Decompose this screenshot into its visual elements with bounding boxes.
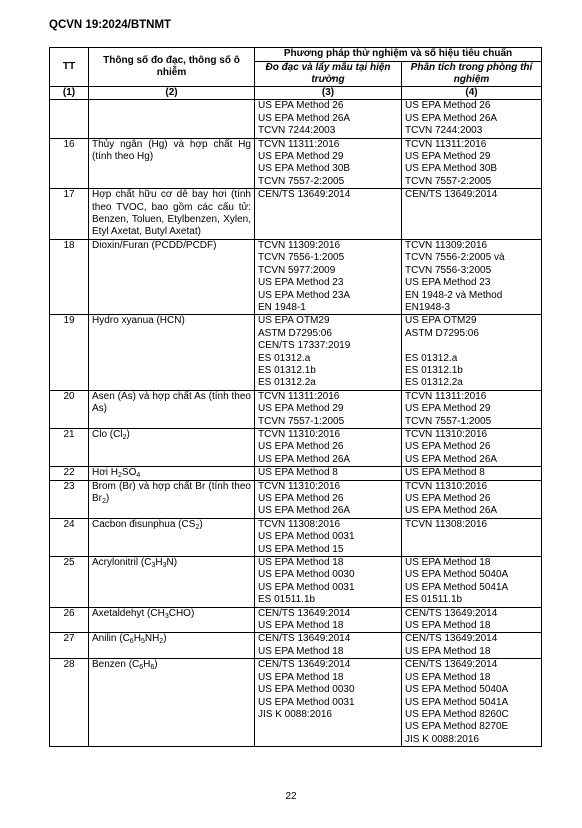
row-tt: 23 xyxy=(50,480,89,518)
row-lab-method: US EPA Method 18 US EPA Method 5040A US EPA Method 5041A ES 01511.1b xyxy=(402,557,542,608)
row-field-method: TCVN 11309:2016 TCVN 7556-1:2005 TCVN 5977:2009 US EPA Method 23 US EPA Method 23A EN 1948-1 xyxy=(255,239,402,314)
row-tt: 24 xyxy=(50,518,89,556)
row-field-method: CEN/TS 13649:2014 US EPA Method 18 xyxy=(255,633,402,659)
row-parameter: Brom (Br) và hợp chất Br (tính theo $Br_2$) xyxy=(89,480,255,518)
row-field-method: CEN/TS 13649:2014 xyxy=(255,189,402,240)
row-parameter: Cacbon đisunphua $(CS_2)$ xyxy=(89,518,255,556)
row-parameter: Hơi $H_2SO_4$ xyxy=(89,467,255,480)
row-lab-method: US EPA Method 26 US EPA Method 26A TCVN 7244:2003 xyxy=(402,100,542,138)
row-lab-method: TCVN 11310:2016 US EPA Method 26 US EPA Method 26A xyxy=(402,480,542,518)
row-parameter: Asen (As) và hợp chất As (tính theo As) xyxy=(89,390,255,428)
row-tt: 18 xyxy=(50,239,89,314)
row-field-method: US EPA Method 26 US EPA Method 26A TCVN 7244:2003 xyxy=(255,100,402,138)
row-field-method: TCVN 11310:2016 US EPA Method 26 US EPA Method 26A xyxy=(255,480,402,518)
table-row xyxy=(50,557,542,608)
row-field-method: US EPA OTM29 ASTM D7295:06 CEN/TS 17337:2019 ES 01312.a ES 01312.1b ES 01312.2a xyxy=(255,315,402,390)
row-tt xyxy=(50,100,89,138)
column-number: (3) xyxy=(255,87,402,100)
header-parameter: Thông số đo đạc, thông số ô nhiễm xyxy=(89,48,255,87)
table-row xyxy=(50,239,542,314)
row-lab-method: US EPA Method 8 xyxy=(402,467,542,480)
row-parameter: Hydro xyanua (HCN) xyxy=(89,315,255,390)
row-tt: 17 xyxy=(50,189,89,240)
column-number: (1) xyxy=(50,87,89,100)
row-lab-method: CEN/TS 13649:2014 US EPA Method 18 xyxy=(402,607,542,633)
table-row xyxy=(50,138,542,189)
table-row xyxy=(50,659,542,747)
row-parameter: Axetaldehyt $(CH_3CHO)$ xyxy=(89,607,255,633)
document-code: QCVN 19:2024/BTNMT xyxy=(49,19,172,31)
table-row xyxy=(50,315,542,390)
row-lab-method: TCVN 11308:2016 xyxy=(402,518,542,556)
row-field-method: US EPA Method 8 xyxy=(255,467,402,480)
row-parameter: Thủy ngân (Hg) và hợp chất Hg (tính theo Hg) xyxy=(89,138,255,189)
row-lab-method: TCVN 11310:2016 US EPA Method 26 US EPA Method 26A xyxy=(402,428,542,466)
row-lab-method: TCVN 11309:2016 TCVN 7556-2:2005 và TCVN 7556-3:2005 US EPA Method 23 EN 1948-2 và Method EN1948-3 xyxy=(402,239,542,314)
row-tt: 19 xyxy=(50,315,89,390)
row-parameter: Benzen $(C_6H_6)$ xyxy=(89,659,255,747)
row-tt: 21 xyxy=(50,428,89,466)
table-row xyxy=(50,189,542,240)
header-method-group: Phương pháp thử nghiệm và số hiệu tiêu chuẩn xyxy=(255,48,542,62)
row-field-method: TCVN 11311:2016 US EPA Method 29 US EPA Method 30B TCVN 7557-2:2005 xyxy=(255,138,402,189)
row-tt: 25 xyxy=(50,557,89,608)
row-parameter: Clo $(Cl_2)$ xyxy=(89,428,255,466)
table-row xyxy=(50,633,542,659)
row-tt: 22 xyxy=(50,467,89,480)
row-tt: 27 xyxy=(50,633,89,659)
row-tt: 26 xyxy=(50,607,89,633)
row-parameter: Acrylonitril $(C_3H_3N)$ xyxy=(89,557,255,608)
row-field-method: TCVN 11308:2016 US EPA Method 0031 US EPA Method 15 xyxy=(255,518,402,556)
header-field-method: Đo đạc và lấy mẫu tại hiện trường xyxy=(255,62,402,87)
row-parameter: Hợp chất hữu cơ dễ bay hơi (tính theo TVOC, bao gồm các cấu tử: Benzen, Toluen, Etylbenzen, Xylen, Etyl Axetat, Butyl Axetat) xyxy=(89,189,255,240)
row-field-method: TCVN 11311:2016 US EPA Method 29 TCVN 7557-1:2005 xyxy=(255,390,402,428)
row-tt: 16 xyxy=(50,138,89,189)
table-row xyxy=(50,428,542,466)
table-row xyxy=(50,100,542,138)
table-row xyxy=(50,480,542,518)
column-number: (2) xyxy=(89,87,255,100)
row-field-method: US EPA Method 18 US EPA Method 0030 US EPA Method 0031 ES 01511.1b xyxy=(255,557,402,608)
standards-table xyxy=(49,47,542,747)
row-lab-method: CEN/TS 13649:2014 xyxy=(402,189,542,240)
row-field-method: TCVN 11310:2016 US EPA Method 26 US EPA Method 26A xyxy=(255,428,402,466)
row-parameter: Dioxin/Furan (PCDD/PCDF) xyxy=(89,239,255,314)
table-row xyxy=(50,390,542,428)
table-row xyxy=(50,607,542,633)
row-tt: 28 xyxy=(50,659,89,747)
row-lab-method: CEN/TS 13649:2014 US EPA Method 18 xyxy=(402,633,542,659)
row-lab-method: CEN/TS 13649:2014 US EPA Method 18 US EPA Method 5040A US EPA Method 5041A US EPA Method 8260C US EPA Method 8270E JIS K 0088:2016 xyxy=(402,659,542,747)
row-tt: 20 xyxy=(50,390,89,428)
row-field-method: CEN/TS 13649:2014 US EPA Method 18 xyxy=(255,607,402,633)
row-field-method: CEN/TS 13649:2014 US EPA Method 18 US EPA Method 0030 US EPA Method 0031 JIS K 0088:2016 xyxy=(255,659,402,747)
table-body xyxy=(50,100,542,747)
header-lab-method: Phân tích trong phòng thí nghiệm xyxy=(402,62,542,87)
row-lab-method: TCVN 11311:2016 US EPA Method 29 TCVN 7557-1:2005 xyxy=(402,390,542,428)
header-tt: TT xyxy=(50,48,89,87)
row-lab-method: US EPA OTM29 ASTM D7295:06 ES 01312.a ES 01312.1b ES 01312.2a xyxy=(402,315,542,390)
table-row xyxy=(50,518,542,556)
row-lab-method: TCVN 11311:2016 US EPA Method 29 US EPA Method 30B TCVN 7557-2:2005 xyxy=(402,138,542,189)
row-parameter xyxy=(89,100,255,138)
row-parameter: Anilin $(C_6H_5NH_2)$ xyxy=(89,633,255,659)
column-number: (4) xyxy=(402,87,542,100)
table-row xyxy=(50,467,542,480)
page-number: 22 xyxy=(285,791,297,802)
